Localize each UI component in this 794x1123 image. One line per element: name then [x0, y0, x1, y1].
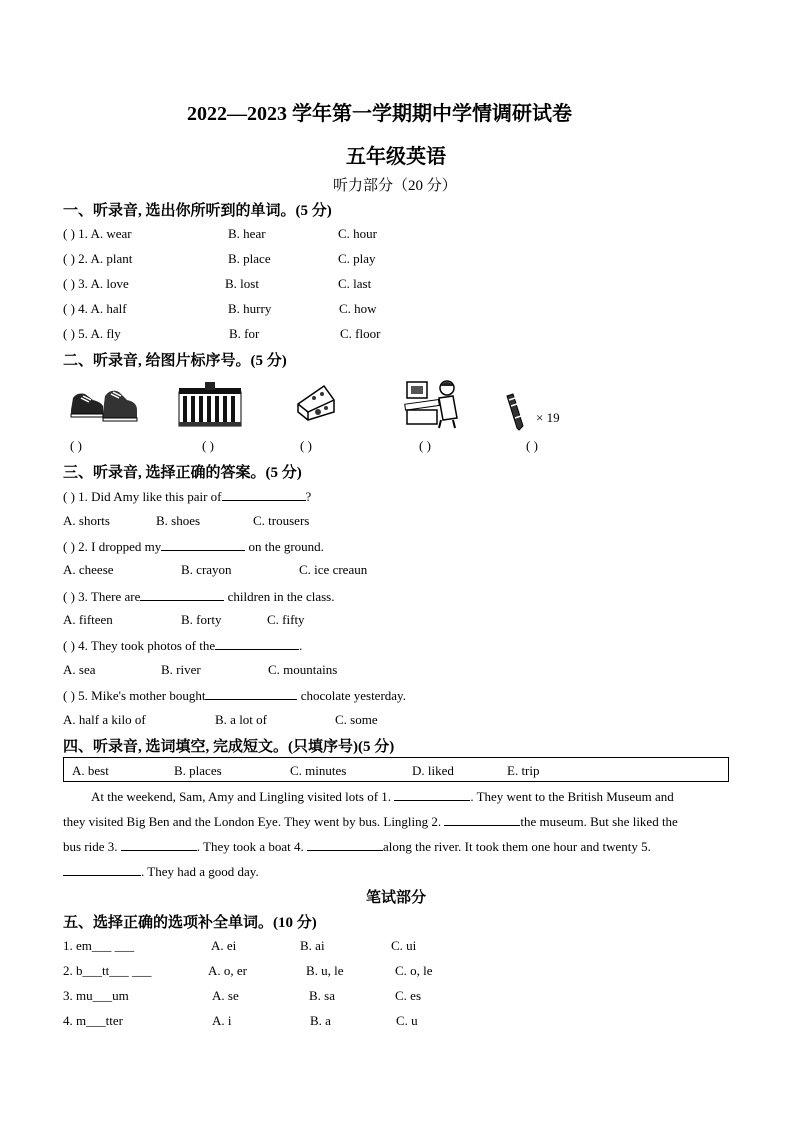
s3-q4-end: .	[299, 638, 303, 653]
section2-heading: 二、听录音, 给图片标序号。(5 分)	[63, 353, 287, 369]
word-bank-box	[63, 757, 729, 782]
s3-q5-c: C. some	[335, 712, 378, 727]
s3-q3-a: A. fifteen	[63, 612, 113, 627]
s1-item-3-b: B. lost	[225, 276, 259, 291]
passage-text: . They took a boat 4.	[196, 839, 304, 854]
s5-q1-b: B. ai	[300, 938, 325, 953]
section4-heading: 四、听录音, 选词填空, 完成短文。(只填序号)(5 分)	[63, 739, 395, 755]
word-bank-option: A. best	[72, 763, 109, 778]
s1-item-1-b: B. hear	[228, 226, 266, 241]
s1-item-4-b: B. hurry	[228, 301, 272, 316]
passage-text: the museum. But she liked the	[520, 814, 678, 829]
s3-q1-a: A. shorts	[63, 513, 110, 528]
s1-item-5-a: ( ) 5. A. fly	[63, 326, 121, 341]
passage-text: bus ride 3.	[63, 839, 118, 854]
s1-item-3-a: ( ) 3. A. love	[63, 276, 129, 291]
word-bank-option: E. trip	[507, 763, 540, 778]
s3-q1-text: ( ) 1. Did Amy like this pair of	[63, 489, 222, 504]
s3-q1-c: C. trousers	[253, 513, 310, 528]
s3-q3-b: B. forty	[181, 612, 222, 627]
answer-blank[interactable]	[205, 687, 297, 700]
s3-q4-c: C. mountains	[268, 662, 338, 677]
passage-line-2	[63, 813, 678, 830]
s5-q2: 2. b___tt___ ___	[63, 963, 152, 978]
s3-q4	[63, 637, 302, 654]
s3-q2-text: ( ) 2. I dropped my	[63, 539, 162, 554]
s5-q4-c: C. u	[396, 1013, 418, 1028]
s5-q3-c: C. es	[395, 988, 421, 1003]
s5-q4-b: B. a	[310, 1013, 331, 1028]
s5-q3-a: A. se	[212, 988, 239, 1003]
written-part-heading: 笔试部分	[366, 890, 427, 906]
answer-blank[interactable]	[161, 538, 245, 551]
s5-q2-c: C. o, le	[395, 963, 433, 978]
s3-q3-c: C. fifty	[267, 612, 305, 627]
museum-picture	[177, 380, 243, 428]
passage-text: along the river. It took them one hour and twenty 5.	[383, 839, 651, 854]
s2-paren-5: ( )	[526, 438, 538, 453]
s3-q3-text: ( ) 3. There are	[63, 589, 141, 604]
exam-subtitle: 五年级英语	[346, 146, 446, 168]
s2-paren-1: ( )	[70, 438, 82, 453]
word-bank-option: B. places	[174, 763, 222, 778]
answer-blank[interactable]	[394, 788, 470, 801]
listening-part-heading: 听力部分（20 分）	[333, 178, 457, 194]
s3-q5-b: B. a lot of	[215, 712, 267, 727]
answer-blank[interactable]	[121, 838, 197, 851]
passage-line-4	[63, 863, 259, 880]
crayon-picture	[503, 392, 527, 432]
s2-paren-4: ( )	[419, 438, 431, 453]
answer-blank[interactable]	[444, 813, 520, 826]
s3-q1	[63, 488, 311, 505]
passage-line-3	[63, 838, 651, 855]
s3-q5-a: A. half a kilo of	[63, 712, 146, 727]
answer-blank[interactable]	[222, 488, 306, 501]
s1-item-1-c: C. hour	[338, 226, 377, 241]
s5-q4-a: A. i	[212, 1013, 232, 1028]
s1-item-2-c: C. play	[338, 251, 376, 266]
s1-item-2-a: ( ) 2. A. plant	[63, 251, 133, 266]
passage-text: . They had a good day.	[141, 864, 259, 879]
computer-boy-picture	[403, 376, 463, 430]
s1-item-3-c: C. last	[338, 276, 372, 291]
s1-item-2-b: B. place	[228, 251, 271, 266]
shoes-picture	[67, 380, 139, 424]
passage-text: they visited Big Ben and the London Eye. They went by bus. Lingling 2.	[63, 814, 442, 829]
section5-heading: 五、选择正确的选项补全单词。(10 分)	[63, 915, 317, 931]
s1-item-5-c: C. floor	[340, 326, 381, 341]
s3-q2	[63, 538, 324, 555]
s1-item-4-a: ( ) 4. A. half	[63, 301, 127, 316]
s3-q2-a: A. cheese	[63, 562, 114, 577]
word-bank-option: D. liked	[412, 763, 454, 778]
s1-item-1-a: ( ) 1. A. wear	[63, 226, 132, 241]
s3-q3	[63, 588, 334, 605]
exam-title: 2022—2023 学年第一学期期中学情调研试卷	[187, 103, 572, 125]
passage-line-1	[91, 788, 674, 805]
s3-q5-end: chocolate yesterday.	[300, 688, 406, 703]
s3-q2-b: B. crayon	[181, 562, 232, 577]
s3-q2-end: on the ground.	[248, 539, 324, 554]
answer-blank[interactable]	[140, 588, 224, 601]
s3-q1-end: ?	[305, 489, 312, 504]
cheese-picture	[294, 382, 338, 422]
s5-q3: 3. mu___um	[63, 988, 129, 1003]
s3-q5	[63, 687, 406, 704]
s3-q4-b: B. river	[161, 662, 201, 677]
word-bank-option: C. minutes	[290, 763, 347, 778]
s3-q3-end: children in the class.	[227, 589, 335, 604]
s1-item-5-b: B. for	[229, 326, 260, 341]
s5-q2-a: A. o, er	[208, 963, 247, 978]
s5-q1-c: C. ui	[391, 938, 417, 953]
s2-paren-2: ( )	[202, 438, 214, 453]
crayon-count: × 19	[536, 410, 560, 425]
s3-q2-c: C. ice creaun	[299, 562, 368, 577]
s5-q3-b: B. sa	[309, 988, 335, 1003]
passage-text: . They went to the British Museum and	[470, 789, 674, 804]
answer-blank[interactable]	[307, 838, 383, 851]
s3-q4-text: ( ) 4. They took photos of the	[63, 638, 216, 653]
section1-heading: 一、听录音, 选出你所听到的单词。(5 分)	[63, 203, 332, 219]
s3-q1-b: B. shoes	[156, 513, 201, 528]
answer-blank[interactable]	[63, 863, 141, 876]
s1-item-4-c: C. how	[339, 301, 377, 316]
section3-heading: 三、听录音, 选择正确的答案。(5 分)	[63, 465, 302, 481]
answer-blank[interactable]	[215, 637, 299, 650]
s2-paren-3: ( )	[300, 438, 312, 453]
s5-q4: 4. m___tter	[63, 1013, 123, 1028]
s3-q5-text: ( ) 5. Mike's mother bought	[63, 688, 206, 703]
s5-q1: 1. em___ ___	[63, 938, 135, 953]
s5-q1-a: A. ei	[211, 938, 237, 953]
passage-text: At the weekend, Sam, Amy and Lingling visited lots of 1.	[91, 789, 392, 804]
s5-q2-b: B. u, le	[306, 963, 344, 978]
s3-q4-a: A. sea	[63, 662, 96, 677]
